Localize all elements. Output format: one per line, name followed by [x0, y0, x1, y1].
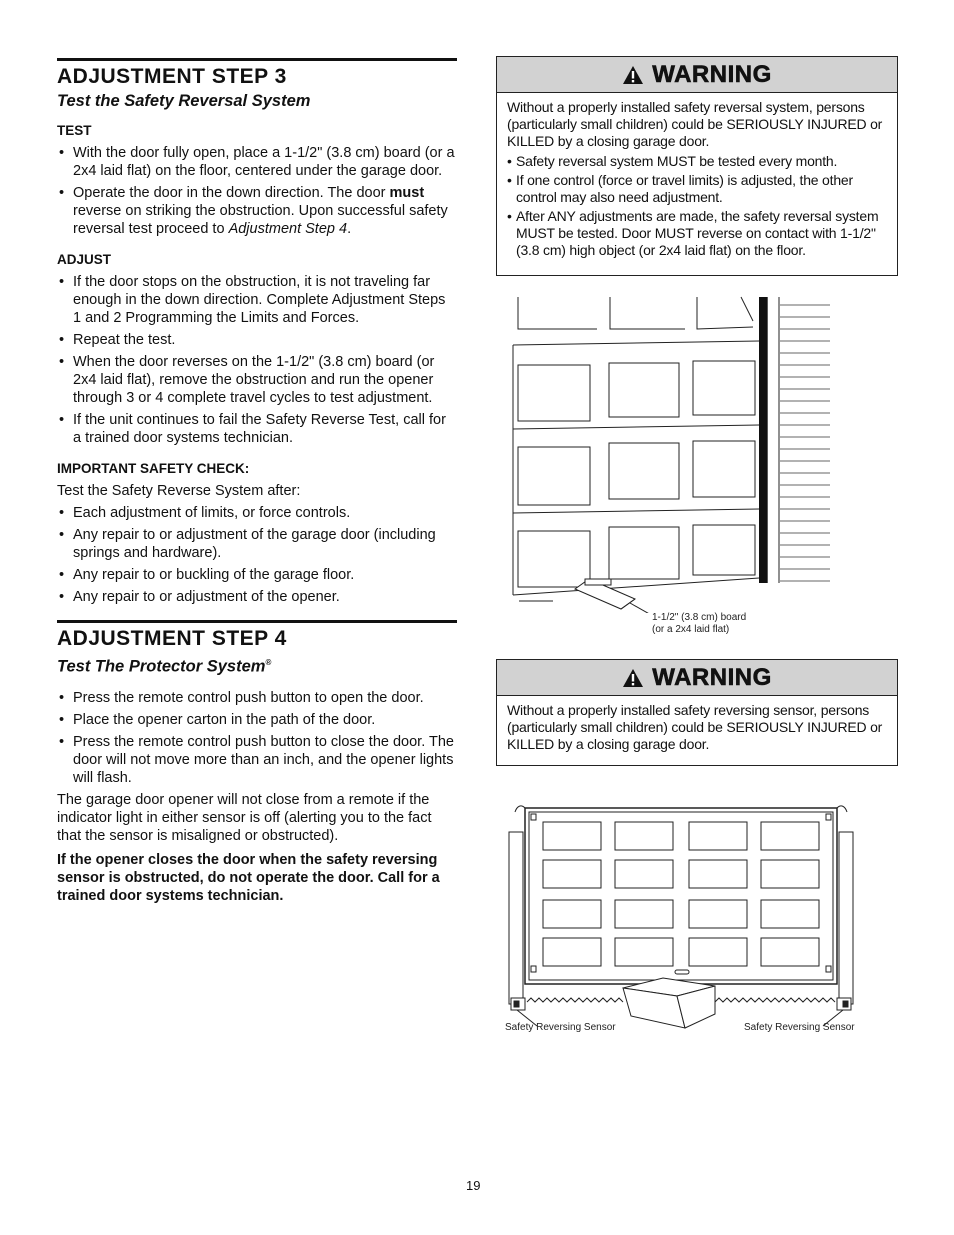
garage-door-board-illustration — [505, 293, 835, 613]
step4-bold-paragraph: If the opener closes the door when the safety reversing sensor is obstructed, do not operate the door. Call for a trained door systems technician. — [57, 851, 440, 904]
warning-text: Without a properly installed safety reversal system, persons (particularly small children) could be SERIOUSLY INJURED or KILLED by a closing garage door. — [507, 99, 883, 149]
text: . — [347, 221, 352, 237]
warning-text: Without a properly installed safety reversing sensor, persons (particularly small children) could be SERIOUSLY INJURED or KILLED by a closing garage door. — [507, 702, 883, 752]
warning-triangle-icon — [622, 65, 644, 85]
list-item — [57, 184, 457, 238]
step4-header — [57, 620, 457, 677]
warning-box-1 — [496, 56, 898, 276]
step3-header — [57, 58, 457, 111]
warning-triangle-icon — [622, 668, 644, 688]
safety-check-list — [57, 504, 457, 606]
registered-mark: ® — [265, 658, 272, 667]
step4-subtitle — [57, 653, 457, 677]
warning-header — [497, 660, 897, 696]
step3-subtitle: Test the Safety Reversal System — [57, 92, 311, 110]
step4-title: ADJUSTMENT STEP 4 — [57, 627, 287, 650]
list-item: • Safety reversal system MUST be tested every month. — [507, 153, 887, 170]
adjust-list — [57, 273, 457, 447]
list-item: • When the door reverses on the 1-1/2" (3.8 cm) board (or 2x4 laid flat), remove the obstruction and run the opener through 3 or 4 complete travel cycles to test adjustment. — [57, 353, 457, 407]
warning-box-2 — [496, 659, 898, 766]
list-item: • If the unit continues to fail the Safety Reverse Test, call for a trained door systems technician. — [57, 411, 457, 447]
text-italic: Adjustment Step 4 — [228, 221, 348, 237]
board-label-line1: 1-1/2" (3.8 cm) board — [652, 612, 747, 623]
list-item: • Any repair to or buckling of the garage floor. — [57, 566, 457, 584]
step4-paragraph: The garage door opener will not close from a remote if the indicator light in either sensor is off (alerting you to the fact that the sensor is misaligned or obstructed). — [57, 791, 432, 844]
left-column — [57, 58, 457, 905]
safety-check-intro: Test the Safety Reverse System after: — [57, 483, 301, 499]
adjust-label: ADJUST — [57, 252, 112, 267]
list-item: • Any repair to or adjustment of the opener. — [57, 588, 457, 606]
list-item: • Repeat the test. — [57, 331, 457, 349]
list-item: • Press the remote control push button to close the door. The door will not move more than an inch, and the opener lights will flash. — [57, 733, 457, 787]
board-label-line2: (or a 2x4 laid flat) — [652, 624, 730, 635]
list-item: • Any repair to or adjustment of the garage door (including springs and hardware). — [57, 526, 457, 562]
step3-title: ADJUSTMENT STEP 3 — [57, 65, 287, 88]
list-item: • With the door fully open, place a 1-1/2" (3.8 cm) board (or a 2x4 laid flat) on the floor, centered under the garage door. — [57, 144, 457, 180]
warning-header — [497, 57, 897, 93]
test-label: TEST — [57, 123, 92, 138]
text: reverse on striking the obstruction. Upon successful safety reversal test proceed to — [73, 203, 448, 237]
safety-check-label: IMPORTANT SAFETY CHECK: — [57, 461, 250, 476]
garage-door-sensor-illustration — [503, 802, 863, 1032]
right-sensor-label: Safety Reversing Sensor — [744, 1022, 855, 1033]
list-item: • If the door stops on the obstruction, it is not traveling far enough in the down direction. Complete Adjustment Steps 1 and 2 Programming the Limits and Forces. — [57, 273, 457, 327]
board-label — [652, 612, 746, 636]
step4-list — [57, 689, 457, 787]
text-bold: must — [389, 185, 425, 201]
step4-subtitle-text: Test The Protector System — [57, 657, 266, 676]
warning-heading: WARNING — [652, 663, 772, 691]
warning-body — [497, 93, 897, 275]
test-list — [57, 144, 457, 238]
list-item: • Place the opener carton in the path of the door. — [57, 711, 457, 729]
warning-body — [497, 696, 897, 765]
list-item: • Each adjustment of limits, or force controls. — [57, 504, 457, 522]
page-number: 19 — [466, 1178, 481, 1193]
warning-list — [507, 153, 887, 259]
list-item: • After ANY adjustments are made, the safety reversal system MUST be tested. Door MUST reverse on contact with 1-1/2" (3.8 cm) high object (or 2x4 laid flat) on the floor. — [507, 208, 887, 259]
warning-heading: WARNING — [652, 60, 772, 88]
text: Operate the door in the down direction. The door — [73, 185, 390, 201]
left-sensor-label: Safety Reversing Sensor — [505, 1022, 616, 1033]
list-item: • If one control (force or travel limits) is adjusted, the other control may also need adjustment. — [507, 172, 887, 206]
list-item: • Press the remote control push button to open the door. — [57, 689, 457, 707]
